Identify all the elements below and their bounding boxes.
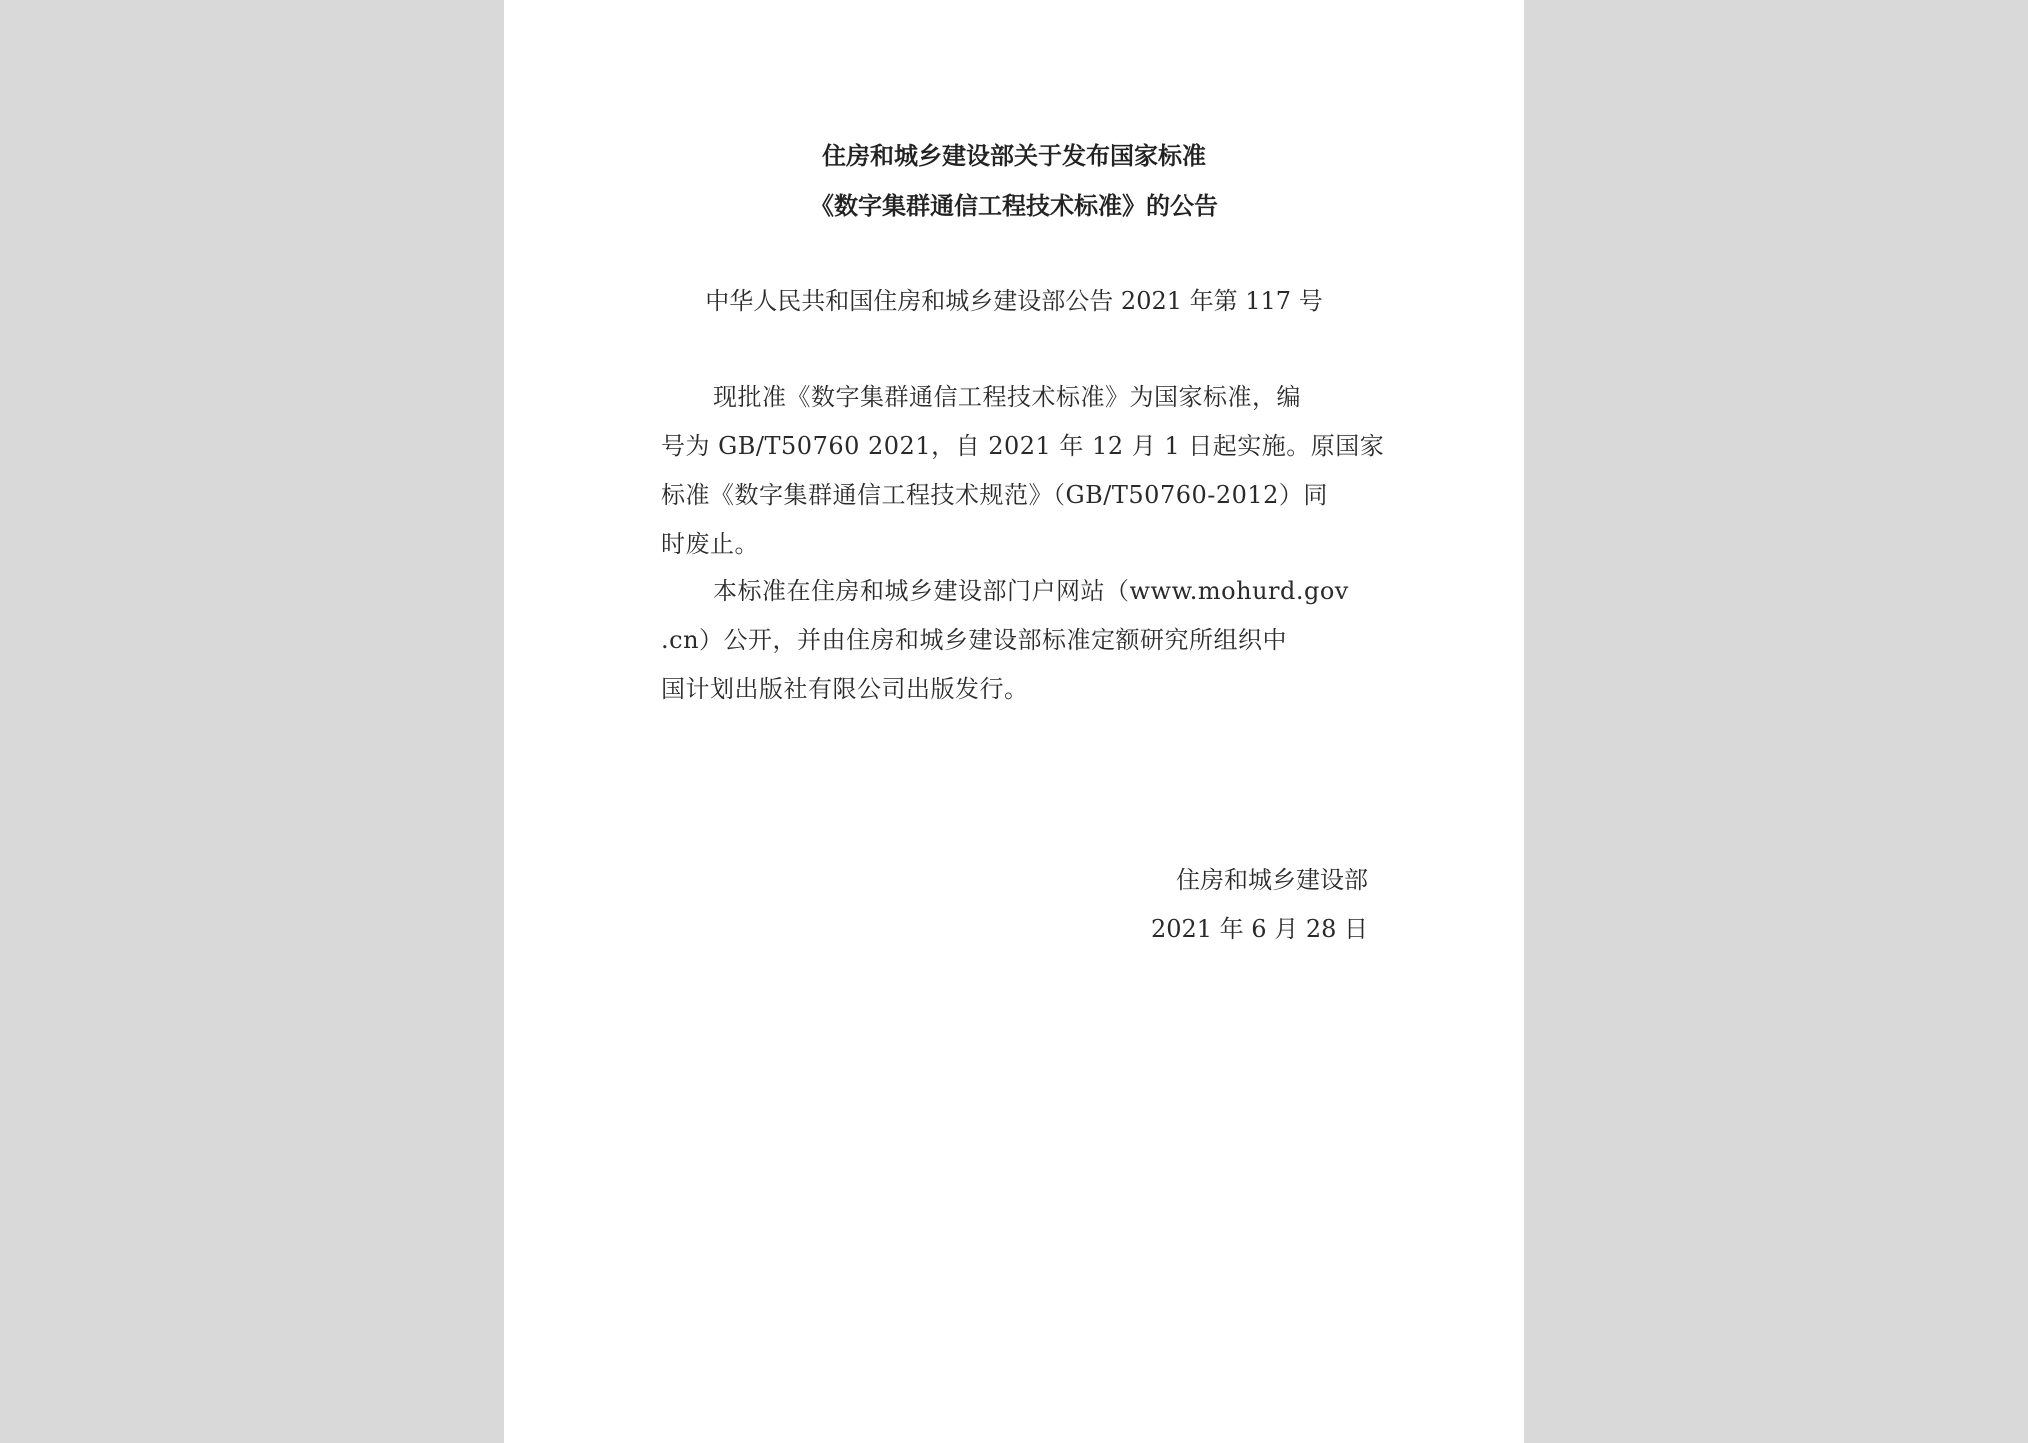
document-title-line-1: 住房和城乡建设部关于发布国家标准 xyxy=(822,142,1206,170)
paragraph-2-line: 国计划出版社有限公司出版发行。 xyxy=(661,675,1029,703)
paragraph-2-line: 本标准在住房和城乡建设部门户网站（www.mohurd.gov xyxy=(713,577,1349,605)
document-title-line-2: 《数字集群通信工程技术标准》的公告 xyxy=(810,192,1218,220)
paragraph-1-line: 时废止。 xyxy=(661,530,759,558)
announcement-number: 中华人民共和国住房和城乡建设部公告 2021 年第 117 号 xyxy=(705,287,1323,315)
paragraph-1-line: 标准《数字集群通信工程技术规范》（GB/T50760-2012）同 xyxy=(661,481,1328,509)
paragraph-1-line: 号为 GB/T50760 2021，自 2021 年 12 月 1 日起实施。原国家 xyxy=(661,432,1385,460)
signature-organization: 住房和城乡建设部 xyxy=(1176,866,1368,894)
paragraph-2-line: .cn）公开，并由住房和城乡建设部标准定额研究所组织中 xyxy=(661,626,1288,654)
signature-date: 2021 年 6 月 28 日 xyxy=(1150,915,1368,943)
document-page xyxy=(504,0,1524,1443)
paragraph-1-line: 现批准《数字集群通信工程技术标准》为国家标准，编 xyxy=(713,383,1301,411)
